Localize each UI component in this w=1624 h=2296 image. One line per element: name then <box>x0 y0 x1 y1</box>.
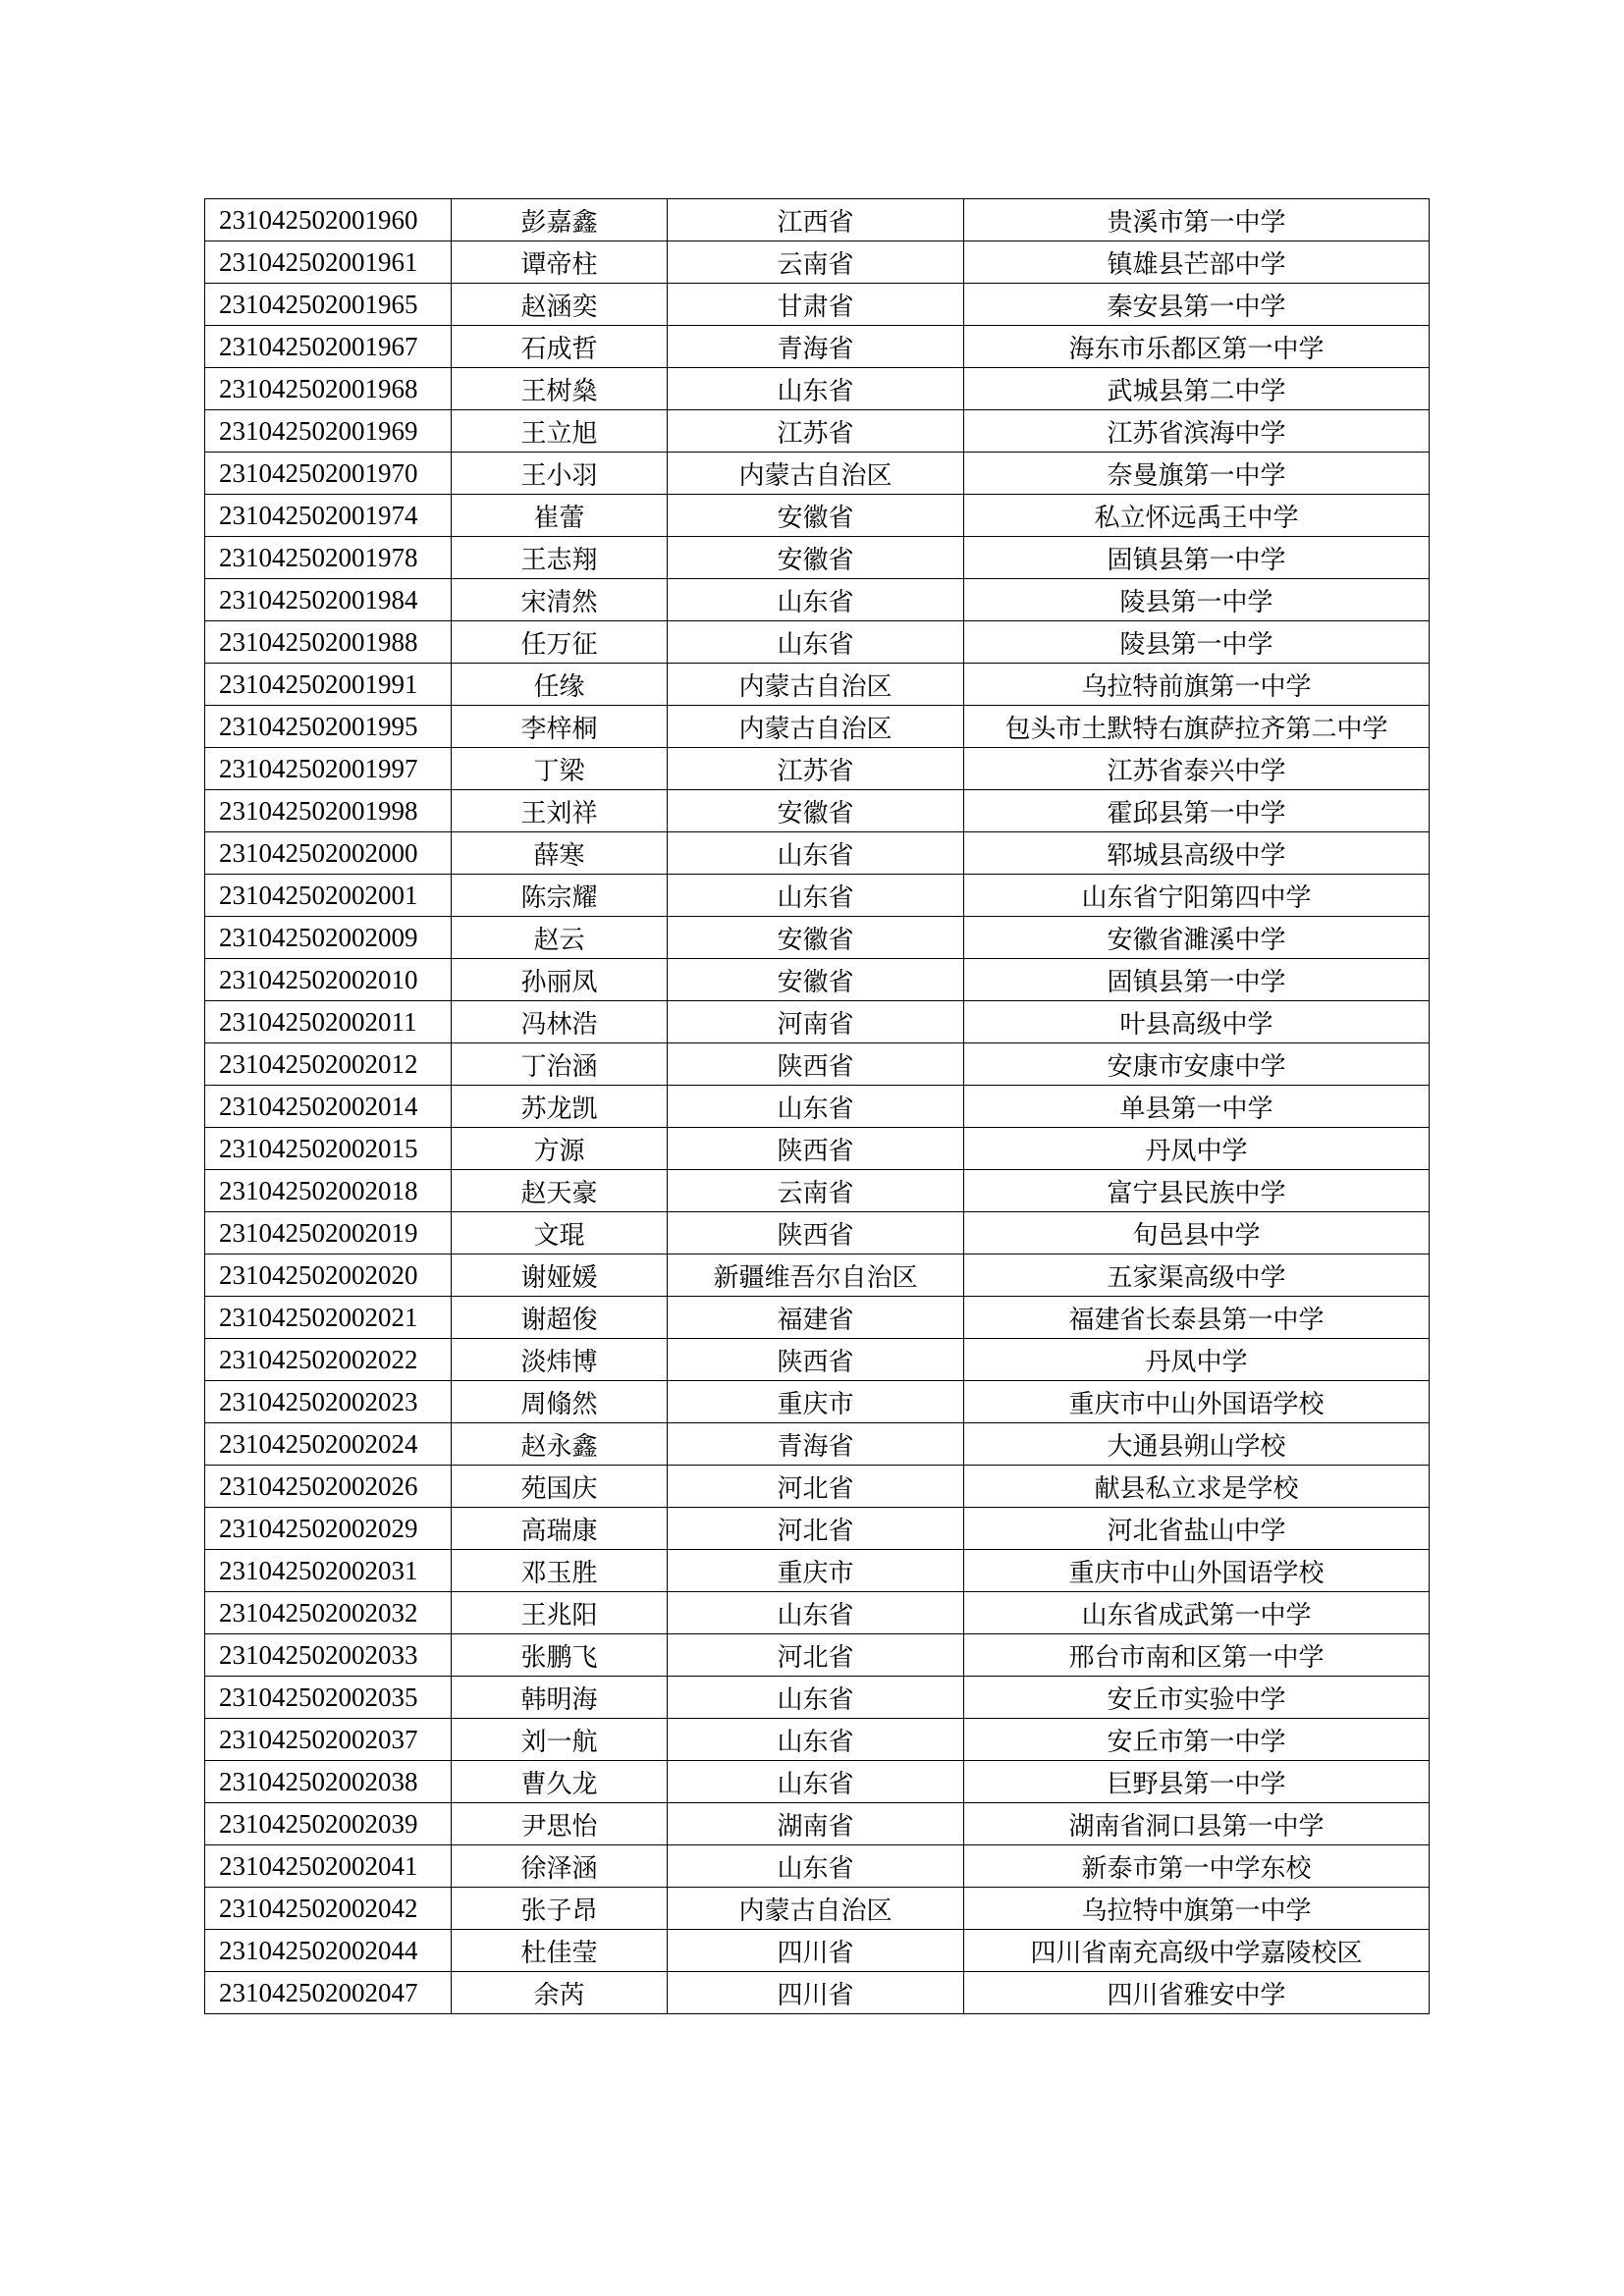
cell-student-name: 尹思怡 <box>452 1803 668 1845</box>
table-row <box>205 199 1430 241</box>
cell-candidate-id: 231042502001960 <box>205 199 452 241</box>
table-row <box>205 832 1430 875</box>
cell-school: 郓城县高级中学 <box>964 832 1430 875</box>
cell-province: 内蒙古自治区 <box>668 1888 964 1930</box>
cell-school: 奈曼旗第一中学 <box>964 453 1430 495</box>
cell-student-name: 谭帝柱 <box>452 241 668 284</box>
cell-candidate-id: 231042502002047 <box>205 1972 452 2014</box>
cell-student-name: 韩明海 <box>452 1677 668 1719</box>
cell-province: 山东省 <box>668 832 964 875</box>
roster-table <box>204 198 1430 2014</box>
cell-candidate-id: 231042502002010 <box>205 959 452 1001</box>
cell-province: 山东省 <box>668 1845 964 1888</box>
roster-table-body <box>205 199 1430 2014</box>
cell-student-name: 宋清然 <box>452 579 668 621</box>
cell-province: 山东省 <box>668 1086 964 1128</box>
cell-candidate-id: 231042502002024 <box>205 1423 452 1466</box>
cell-student-name: 余芮 <box>452 1972 668 2014</box>
cell-province: 河南省 <box>668 1001 964 1043</box>
table-row <box>205 1803 1430 1845</box>
cell-candidate-id: 231042502001970 <box>205 453 452 495</box>
cell-province: 四川省 <box>668 1930 964 1972</box>
cell-school: 重庆市中山外国语学校 <box>964 1550 1430 1592</box>
cell-candidate-id: 231042502002031 <box>205 1550 452 1592</box>
cell-candidate-id: 231042502002009 <box>205 917 452 959</box>
cell-student-name: 方源 <box>452 1128 668 1170</box>
cell-candidate-id: 231042502001974 <box>205 495 452 537</box>
cell-candidate-id: 231042502002020 <box>205 1255 452 1297</box>
table-row <box>205 284 1430 326</box>
cell-province: 山东省 <box>668 579 964 621</box>
table-row <box>205 1423 1430 1466</box>
cell-province: 安徽省 <box>668 495 964 537</box>
cell-province: 湖南省 <box>668 1803 964 1845</box>
cell-province: 山东省 <box>668 368 964 410</box>
cell-student-name: 徐泽涵 <box>452 1845 668 1888</box>
cell-school: 乌拉特中旗第一中学 <box>964 1888 1430 1930</box>
cell-province: 河北省 <box>668 1634 964 1677</box>
table-row <box>205 1845 1430 1888</box>
cell-school: 四川省雅安中学 <box>964 1972 1430 2014</box>
cell-province: 内蒙古自治区 <box>668 453 964 495</box>
cell-school: 叶县高级中学 <box>964 1001 1430 1043</box>
cell-candidate-id: 231042502001998 <box>205 790 452 832</box>
table-row <box>205 1761 1430 1803</box>
cell-school: 安康市安康中学 <box>964 1043 1430 1086</box>
table-row <box>205 1255 1430 1297</box>
cell-school: 安徽省濉溪中学 <box>964 917 1430 959</box>
cell-candidate-id: 231042502002019 <box>205 1212 452 1255</box>
cell-province: 重庆市 <box>668 1550 964 1592</box>
table-row <box>205 1592 1430 1634</box>
cell-school: 固镇县第一中学 <box>964 537 1430 579</box>
cell-candidate-id: 231042502001991 <box>205 664 452 706</box>
cell-school: 武城县第二中学 <box>964 368 1430 410</box>
cell-school: 山东省宁阳第四中学 <box>964 875 1430 917</box>
cell-candidate-id: 231042502001961 <box>205 241 452 284</box>
cell-student-name: 淡炜博 <box>452 1339 668 1381</box>
cell-candidate-id: 231042502002039 <box>205 1803 452 1845</box>
cell-school: 邢台市南和区第一中学 <box>964 1634 1430 1677</box>
cell-school: 湖南省洞口县第一中学 <box>964 1803 1430 1845</box>
cell-school: 福建省长泰县第一中学 <box>964 1297 1430 1339</box>
cell-province: 安徽省 <box>668 959 964 1001</box>
cell-school: 献县私立求是学校 <box>964 1466 1430 1508</box>
cell-student-name: 谢超俊 <box>452 1297 668 1339</box>
cell-province: 重庆市 <box>668 1381 964 1423</box>
table-row <box>205 1719 1430 1761</box>
cell-candidate-id: 231042502001969 <box>205 410 452 453</box>
cell-province: 内蒙古自治区 <box>668 706 964 748</box>
table-row <box>205 1086 1430 1128</box>
cell-province: 陕西省 <box>668 1339 964 1381</box>
cell-candidate-id: 231042502002029 <box>205 1508 452 1550</box>
cell-candidate-id: 231042502002022 <box>205 1339 452 1381</box>
cell-student-name: 王树燊 <box>452 368 668 410</box>
cell-student-name: 王兆阳 <box>452 1592 668 1634</box>
cell-province: 安徽省 <box>668 790 964 832</box>
table-row <box>205 1339 1430 1381</box>
table-row <box>205 579 1430 621</box>
cell-student-name: 赵云 <box>452 917 668 959</box>
cell-candidate-id: 231042502002035 <box>205 1677 452 1719</box>
cell-candidate-id: 231042502002033 <box>205 1634 452 1677</box>
cell-candidate-id: 231042502001978 <box>205 537 452 579</box>
cell-school: 包头市土默特右旗萨拉齐第二中学 <box>964 706 1430 748</box>
cell-province: 陕西省 <box>668 1128 964 1170</box>
cell-school: 重庆市中山外国语学校 <box>964 1381 1430 1423</box>
table-row <box>205 1212 1430 1255</box>
cell-student-name: 王小羽 <box>452 453 668 495</box>
cell-student-name: 王立旭 <box>452 410 668 453</box>
cell-candidate-id: 231042502002038 <box>205 1761 452 1803</box>
cell-province: 山东省 <box>668 1592 964 1634</box>
table-row <box>205 368 1430 410</box>
cell-school: 贵溪市第一中学 <box>964 199 1430 241</box>
table-row <box>205 495 1430 537</box>
cell-candidate-id: 231042502002041 <box>205 1845 452 1888</box>
table-row <box>205 1972 1430 2014</box>
cell-student-name: 曹久龙 <box>452 1761 668 1803</box>
cell-candidate-id: 231042502002000 <box>205 832 452 875</box>
cell-province: 四川省 <box>668 1972 964 2014</box>
cell-candidate-id: 231042502002011 <box>205 1001 452 1043</box>
cell-student-name: 冯林浩 <box>452 1001 668 1043</box>
cell-candidate-id: 231042502001988 <box>205 621 452 664</box>
cell-province: 山东省 <box>668 621 964 664</box>
cell-student-name: 高瑞康 <box>452 1508 668 1550</box>
cell-student-name: 苑国庆 <box>452 1466 668 1508</box>
cell-school: 四川省南充高级中学嘉陵校区 <box>964 1930 1430 1972</box>
cell-candidate-id: 231042502001995 <box>205 706 452 748</box>
cell-province: 新疆维吾尔自治区 <box>668 1255 964 1297</box>
cell-school: 安丘市第一中学 <box>964 1719 1430 1761</box>
cell-school: 乌拉特前旗第一中学 <box>964 664 1430 706</box>
cell-province: 安徽省 <box>668 917 964 959</box>
cell-candidate-id: 231042502002018 <box>205 1170 452 1212</box>
cell-province: 陕西省 <box>668 1212 964 1255</box>
cell-school: 秦安县第一中学 <box>964 284 1430 326</box>
table-row <box>205 1381 1430 1423</box>
cell-school: 陵县第一中学 <box>964 621 1430 664</box>
cell-student-name: 崔蕾 <box>452 495 668 537</box>
cell-school: 富宁县民族中学 <box>964 1170 1430 1212</box>
cell-province: 河北省 <box>668 1508 964 1550</box>
cell-candidate-id: 231042502002042 <box>205 1888 452 1930</box>
cell-candidate-id: 231042502002037 <box>205 1719 452 1761</box>
cell-candidate-id: 231042502002012 <box>205 1043 452 1086</box>
cell-candidate-id: 231042502001984 <box>205 579 452 621</box>
cell-school: 河北省盐山中学 <box>964 1508 1430 1550</box>
table-row <box>205 664 1430 706</box>
cell-student-name: 陈宗耀 <box>452 875 668 917</box>
cell-student-name: 杜佳莹 <box>452 1930 668 1972</box>
cell-province: 青海省 <box>668 1423 964 1466</box>
table-row <box>205 1930 1430 1972</box>
cell-school: 旬邑县中学 <box>964 1212 1430 1255</box>
cell-student-name: 周翛然 <box>452 1381 668 1423</box>
cell-student-name: 赵永鑫 <box>452 1423 668 1466</box>
cell-student-name: 薛寒 <box>452 832 668 875</box>
table-row <box>205 706 1430 748</box>
cell-student-name: 孙丽凤 <box>452 959 668 1001</box>
table-row <box>205 1043 1430 1086</box>
cell-province: 青海省 <box>668 326 964 368</box>
cell-student-name: 刘一航 <box>452 1719 668 1761</box>
table-row <box>205 621 1430 664</box>
cell-candidate-id: 231042502002044 <box>205 1930 452 1972</box>
cell-candidate-id: 231042502002015 <box>205 1128 452 1170</box>
table-row <box>205 1508 1430 1550</box>
table-row <box>205 1550 1430 1592</box>
cell-school: 大通县朔山学校 <box>964 1423 1430 1466</box>
cell-province: 陕西省 <box>668 1043 964 1086</box>
cell-candidate-id: 231042502002014 <box>205 1086 452 1128</box>
cell-candidate-id: 231042502002032 <box>205 1592 452 1634</box>
cell-student-name: 苏龙凯 <box>452 1086 668 1128</box>
table-row <box>205 1001 1430 1043</box>
table-row <box>205 959 1430 1001</box>
cell-candidate-id: 231042502002021 <box>205 1297 452 1339</box>
cell-candidate-id: 231042502002023 <box>205 1381 452 1423</box>
cell-school: 陵县第一中学 <box>964 579 1430 621</box>
cell-province: 江苏省 <box>668 410 964 453</box>
table-row <box>205 748 1430 790</box>
cell-province: 福建省 <box>668 1297 964 1339</box>
cell-student-name: 赵涵奕 <box>452 284 668 326</box>
cell-candidate-id: 231042502002026 <box>205 1466 452 1508</box>
cell-student-name: 文琨 <box>452 1212 668 1255</box>
cell-student-name: 李梓桐 <box>452 706 668 748</box>
cell-student-name: 丁梁 <box>452 748 668 790</box>
cell-student-name: 张子昂 <box>452 1888 668 1930</box>
cell-student-name: 任缘 <box>452 664 668 706</box>
cell-school: 山东省成武第一中学 <box>964 1592 1430 1634</box>
cell-student-name: 王刘祥 <box>452 790 668 832</box>
cell-school: 安丘市实验中学 <box>964 1677 1430 1719</box>
cell-school: 江苏省滨海中学 <box>964 410 1430 453</box>
cell-school: 五家渠高级中学 <box>964 1255 1430 1297</box>
cell-candidate-id: 231042502001967 <box>205 326 452 368</box>
cell-province: 河北省 <box>668 1466 964 1508</box>
table-row <box>205 1466 1430 1508</box>
cell-candidate-id: 231042502001968 <box>205 368 452 410</box>
table-row <box>205 1677 1430 1719</box>
cell-province: 山东省 <box>668 1761 964 1803</box>
table-row <box>205 326 1430 368</box>
cell-student-name: 任万征 <box>452 621 668 664</box>
table-row <box>205 1888 1430 1930</box>
cell-candidate-id: 231042502001997 <box>205 748 452 790</box>
cell-province: 内蒙古自治区 <box>668 664 964 706</box>
cell-province: 云南省 <box>668 241 964 284</box>
cell-student-name: 王志翔 <box>452 537 668 579</box>
table-row <box>205 1128 1430 1170</box>
cell-school: 镇雄县芒部中学 <box>964 241 1430 284</box>
table-row <box>205 537 1430 579</box>
table-row <box>205 1170 1430 1212</box>
cell-province: 山东省 <box>668 875 964 917</box>
table-row <box>205 1297 1430 1339</box>
table-row <box>205 410 1430 453</box>
table-row <box>205 1634 1430 1677</box>
cell-school: 江苏省泰兴中学 <box>964 748 1430 790</box>
cell-province: 山东省 <box>668 1719 964 1761</box>
cell-candidate-id: 231042502001965 <box>205 284 452 326</box>
cell-province: 江西省 <box>668 199 964 241</box>
cell-school: 霍邱县第一中学 <box>964 790 1430 832</box>
cell-student-name: 张鹏飞 <box>452 1634 668 1677</box>
cell-student-name: 谢娅媛 <box>452 1255 668 1297</box>
cell-school: 丹凤中学 <box>964 1128 1430 1170</box>
table-row <box>205 917 1430 959</box>
table-row <box>205 453 1430 495</box>
cell-province: 云南省 <box>668 1170 964 1212</box>
cell-school: 新泰市第一中学东校 <box>964 1845 1430 1888</box>
table-row <box>205 875 1430 917</box>
cell-school: 丹凤中学 <box>964 1339 1430 1381</box>
cell-province: 安徽省 <box>668 537 964 579</box>
cell-school: 海东市乐都区第一中学 <box>964 326 1430 368</box>
table-row <box>205 241 1430 284</box>
cell-student-name: 邓玉胜 <box>452 1550 668 1592</box>
cell-school: 私立怀远禹王中学 <box>964 495 1430 537</box>
cell-student-name: 石成哲 <box>452 326 668 368</box>
cell-province: 江苏省 <box>668 748 964 790</box>
cell-student-name: 丁治涵 <box>452 1043 668 1086</box>
cell-school: 固镇县第一中学 <box>964 959 1430 1001</box>
cell-student-name: 赵天豪 <box>452 1170 668 1212</box>
cell-province: 甘肃省 <box>668 284 964 326</box>
cell-school: 巨野县第一中学 <box>964 1761 1430 1803</box>
cell-student-name: 彭嘉鑫 <box>452 199 668 241</box>
cell-school: 单县第一中学 <box>964 1086 1430 1128</box>
cell-province: 山东省 <box>668 1677 964 1719</box>
cell-candidate-id: 231042502002001 <box>205 875 452 917</box>
table-row <box>205 790 1430 832</box>
